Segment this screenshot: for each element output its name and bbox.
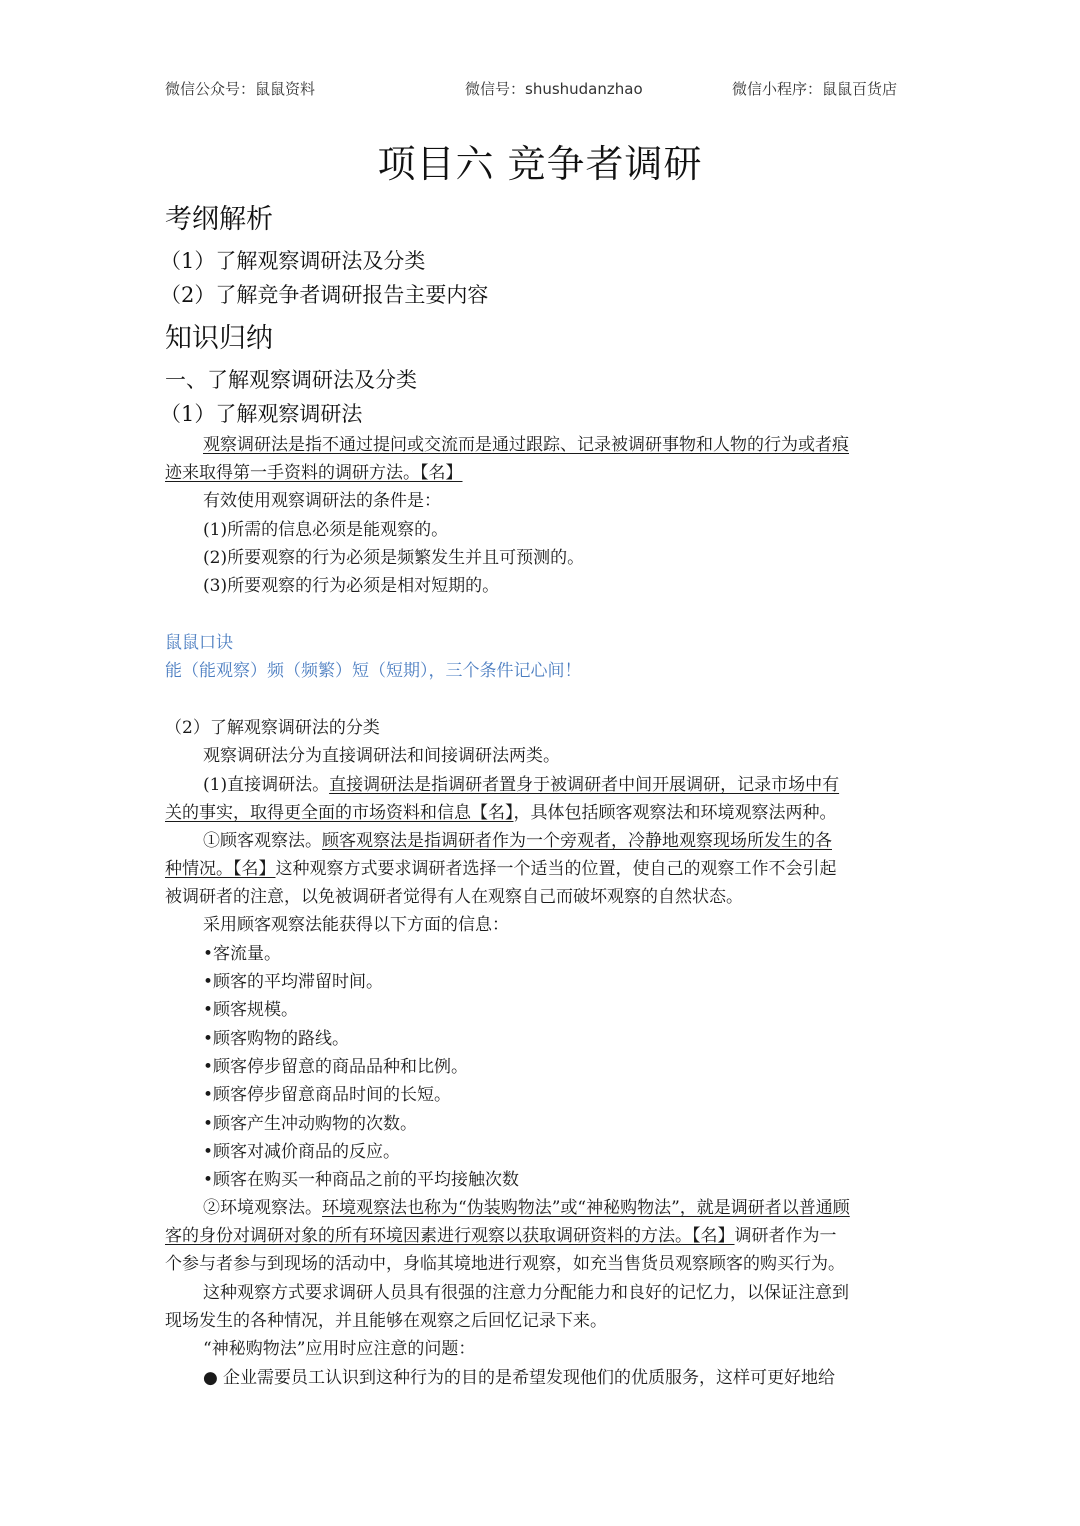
header-wechat-account: 微信公众号：鼠鼠资料 [165,80,316,98]
condition-2: (2)所要观察的行为必须是频繁发生并且可预测的。 [203,548,585,568]
info-item: •顾客购物的路线。 [203,1029,350,1049]
bullet-dot-icon: ● [203,1368,218,1388]
customer-method-line-1: ①顾客观察法。顾客观察法是指调研者作为一个旁观者，冷静地观察现场所发生的各 [203,831,832,851]
info-item: •顾客在购买一种商品之前的平均接触次数 [203,1170,520,1190]
direct-method-line-1: (1)直接调研法。直接调研法是指调研者置身于被调研者中间开展调研，记录市场中有 [203,775,840,795]
info-item: •顾客对减价商品的反应。 [203,1142,401,1162]
requirement-line-1: 这种观察方式要求调研人员具有很强的注意力分配能力和良好的记忆力，以保证注意到 [203,1283,849,1303]
info-item: •顾客停步留意商品时间的长短。 [203,1085,452,1105]
header-mini-program: 微信小程序：鼠鼠百货店 [732,80,898,98]
info-intro: 采用顾客观察法能获得以下方面的信息： [203,915,509,935]
definition-line-2: 迹来取得第一手资料的调研方法。【名】 [165,463,463,483]
classify-intro: 观察调研法分为直接调研法和间接调研法两类。 [203,746,560,766]
mnemonic-text: 能（能观察）频（频繁）短（短期），三个条件记心间！ [165,661,582,681]
info-item: •顾客规模。 [203,1000,299,1020]
mystery-item: ● 企业需要员工认识到这种行为的目的是希望发现他们的优质服务，这样可更好地给 [203,1364,917,1392]
definition-line-1: 观察调研法是指不通过提问或交流而是通过跟踪、记录被调研事物和人物的行为或者痕 [203,435,849,455]
info-item: •客流量。 [203,944,282,964]
info-item: •顾客停步留意的商品品种和比例。 [203,1057,469,1077]
customer-method-line-2: 种情况。【名】这种观察方式要求调研者选择一个适当的位置，使自己的观察工作不会引起 [165,859,837,879]
direct-method-line-2: 关的事实，取得更全面的市场资料和信息【名】，具体包括顾客观察法和环境观察法两种。 [165,803,837,823]
condition-1: (1)所需的信息必须是能观察的。 [203,520,449,540]
subsection-2-heading: （2）了解观察调研法的分类 [165,718,380,738]
header-wechat-id: 微信号：shushudanzhao [465,80,643,98]
mnemonic-label: 鼠鼠口诀 [165,633,233,653]
page-title: 项目六 竞争者调研 [377,142,703,186]
customer-method-line-3: 被调研者的注意，以免被调研者觉得有人在观察自己而破坏观察的自然状态。 [165,887,743,907]
env-method-line-2: 客的身份对调研对象的所有环境因素进行观察以获取调研资料的方法。【名】调研者作为一 [165,1226,837,1246]
env-method-line-1: ②环境观察法。环境观察法也称为“伪装购物法”或“神秘购物法”，就是调研者以普通顾 [203,1198,850,1218]
subsection-1-heading: （1）了解观察调研法 [160,402,363,426]
condition-3: (3)所要观察的行为必须是相对短期的。 [203,576,500,596]
info-item: •顾客的平均滞留时间。 [203,972,384,992]
requirement-line-2: 现场发生的各种情况，并且能够在观察之后回忆记录下来。 [165,1311,607,1331]
syllabus-heading: 考纲解析 [165,204,273,235]
info-item: •顾客产生冲动购物的次数。 [203,1114,418,1134]
syllabus-item-2: （2）了解竞争者调研报告主要内容 [160,283,489,307]
env-method-line-3: 个参与者参与到现场的活动中，身临其境地进行观察，如充当售货员观察顾客的购买行为。 [165,1254,845,1274]
section-1-heading: 一、了解观察调研法及分类 [165,368,417,392]
syllabus-item-1: （1）了解观察调研法及分类 [160,249,426,273]
knowledge-heading: 知识归纳 [165,323,273,354]
mystery-intro: “神秘购物法”应用时应注意的问题： [203,1339,476,1359]
conditions-intro: 有效使用观察调研法的条件是： [203,491,441,511]
